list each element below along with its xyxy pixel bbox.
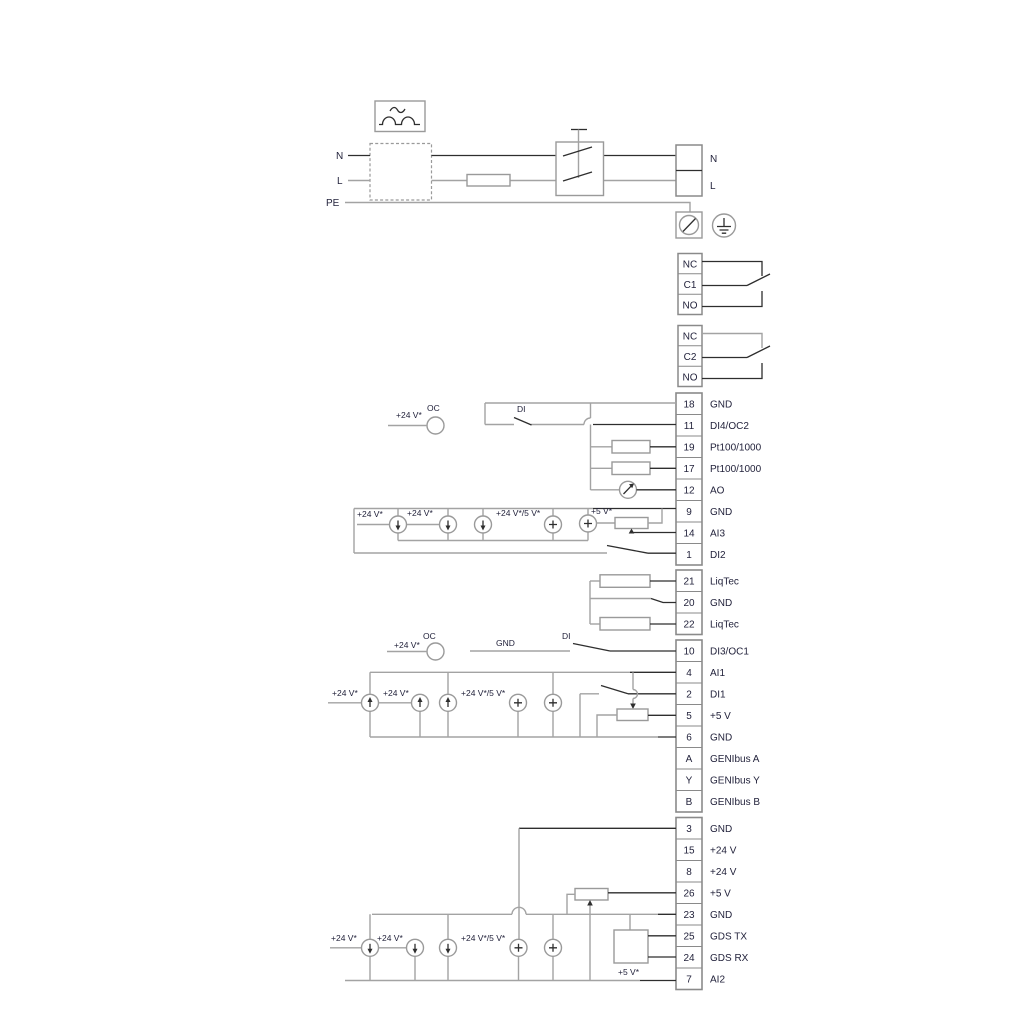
terminal-label-19: Pt100/1000	[710, 442, 762, 454]
terminal-num-11: 11	[683, 421, 695, 432]
terminal-row	[676, 861, 737, 883]
power-terminal-block	[676, 145, 717, 196]
fuse	[467, 175, 510, 187]
terminal-num-5: 5	[686, 711, 692, 722]
terminal-label-2: DI1	[710, 689, 726, 701]
current-source-down	[362, 914, 379, 980]
terminal-num-17: 17	[683, 464, 695, 475]
terminal-num-20: 20	[683, 598, 695, 609]
terminal-label-1: DI2	[710, 550, 726, 561]
v24-label: +24 V*	[331, 933, 357, 943]
current-source-up	[412, 694, 429, 737]
liqtec-sensor-21	[600, 575, 650, 588]
terminal-num-25: 25	[683, 931, 695, 943]
terminal-num-2: 2	[686, 689, 692, 701]
terminal-row	[676, 662, 725, 684]
terminal-num-12: 12	[683, 485, 695, 497]
current-source-down	[407, 939, 424, 980]
di4-switch-blade	[514, 418, 532, 426]
terminal-row	[676, 570, 739, 592]
terminal-num-18: 18	[683, 399, 695, 411]
ai2-gds-net	[330, 828, 676, 980]
terminal-num-b: B	[685, 797, 693, 808]
wiper-arrow-down	[630, 704, 636, 710]
terminal-num-3: 3	[686, 824, 692, 835]
terminal-label-3: GND	[710, 824, 733, 835]
main-switch	[556, 130, 604, 196]
terminal-row	[676, 748, 760, 770]
relay1-c1: C1	[683, 280, 697, 291]
pt100-resistor-17	[612, 462, 650, 475]
oc-circle	[427, 417, 444, 434]
terminal-row	[676, 613, 739, 635]
liqtec-sensor-22	[600, 618, 650, 631]
voltage-source-plus	[545, 672, 562, 737]
v24-5-label: +24 V*/5 V*	[461, 933, 506, 943]
terminal-label-11: DI4/OC2	[710, 421, 749, 432]
terminal-label-10: DI3/OC1	[710, 646, 749, 658]
terminal-num-23: 23	[683, 910, 695, 921]
relay1-nc: NC	[682, 259, 698, 271]
terminal-num-24: 24	[683, 953, 695, 964]
terminal-row	[676, 640, 749, 662]
terminal-row	[676, 818, 732, 840]
power-terminal-n: N	[710, 154, 718, 165]
terminal-row	[676, 415, 749, 437]
relay1-no: NO	[682, 300, 698, 312]
terminal-label-6: GND	[710, 732, 733, 744]
potentiometer-ai3	[615, 518, 648, 529]
ai3-di2-net	[354, 506, 676, 553]
v24-label: +24 V*	[357, 509, 383, 519]
terminal-num-22: 22	[683, 619, 695, 631]
terminal-num-21: 21	[683, 576, 695, 588]
terminal-label-4: AI1	[710, 668, 726, 679]
power-label-n: N	[336, 151, 344, 162]
oc-circle	[427, 643, 444, 660]
terminal-label-21: LiqTec	[710, 576, 739, 588]
terminal-num-4: 4	[686, 668, 692, 679]
di3-oc1-net	[387, 631, 676, 660]
current-source-up	[362, 672, 379, 737]
di4-oc2-net	[388, 403, 676, 498]
relay1-contact-blade	[747, 274, 770, 286]
terminal-label-23: GND	[710, 910, 733, 921]
terminal-label-12: AO	[710, 485, 725, 497]
pt100-resistor-19	[612, 441, 650, 454]
pe-terminal-symbol	[676, 212, 702, 238]
terminal-label-26: +5 V	[710, 888, 731, 900]
relay2-wires	[702, 358, 762, 379]
terminal-row	[676, 968, 725, 990]
oc-label: OC	[423, 631, 436, 641]
relay2-no: NO	[682, 372, 698, 384]
current-source-down	[440, 914, 457, 980]
gds-module	[614, 930, 648, 963]
v24-label: +24 V*	[332, 688, 358, 698]
terminal-row	[676, 501, 732, 523]
terminal-row	[676, 947, 749, 969]
terminal-label-22: LiqTec	[710, 619, 739, 631]
terminal-strip	[676, 393, 762, 990]
current-source-down	[440, 509, 457, 541]
terminal-row	[676, 839, 737, 861]
v24-label: +24 V*	[407, 508, 433, 518]
terminal-label-5: +5 V	[710, 711, 731, 722]
terminal-row	[676, 458, 762, 480]
terminal-num-8: 8	[686, 867, 692, 878]
potentiometer-ai2	[575, 889, 608, 901]
relay-1	[678, 254, 770, 315]
current-source-down	[390, 509, 407, 541]
current-source-down	[475, 509, 492, 541]
v24-label: +24 V*	[383, 688, 409, 698]
terminal-row	[676, 925, 747, 947]
v24-label: +24 V*	[396, 410, 422, 420]
terminal-label-8: +24 V	[710, 867, 737, 878]
v24-label: +24 V*	[394, 640, 420, 650]
power-label-l: L	[337, 176, 343, 187]
oc-label: OC	[427, 403, 440, 413]
terminal-num-14: 14	[683, 528, 695, 540]
terminal-label-genibus-y: GENIbus Y	[710, 775, 760, 787]
terminal-row	[676, 882, 731, 904]
terminal-num-1: 1	[686, 550, 692, 561]
terminal-num-9: 9	[686, 507, 692, 518]
gnd-label: GND	[496, 638, 515, 648]
voltage-source-plus	[510, 939, 527, 980]
v5-label: +5 V*	[618, 967, 640, 977]
relay1-wires	[702, 262, 762, 307]
earth-symbol	[713, 214, 736, 237]
terminal-row	[676, 544, 726, 566]
di2-switch-blade	[607, 546, 648, 554]
pe-wire	[345, 203, 690, 213]
terminal-num-7: 7	[686, 974, 692, 986]
terminal-row	[676, 705, 731, 727]
di1-switch-blade	[601, 686, 628, 694]
terminal-label-genibus-b: GENIbus B	[710, 797, 761, 808]
relay-2	[678, 326, 770, 387]
terminal-label-17: Pt100/1000	[710, 464, 762, 475]
converter-dashed-box	[370, 144, 432, 201]
terminal-row	[676, 479, 725, 501]
voltage-source-plus	[545, 914, 562, 980]
terminal-label-9: GND	[710, 507, 733, 518]
v24-5-label: +24 V*/5 V*	[496, 508, 541, 518]
power-label-pe: PE	[326, 198, 340, 209]
terminal-num-26: 26	[683, 888, 695, 900]
liqtec-net	[590, 575, 676, 630]
terminal-row	[676, 522, 725, 544]
ac-supply-symbol	[375, 101, 425, 132]
terminal-label-25: GDS TX	[710, 931, 748, 943]
power-section	[326, 101, 736, 238]
terminal-num-10: 10	[683, 646, 695, 658]
relay2-contact-blade	[747, 346, 770, 358]
di-label: DI	[562, 631, 571, 641]
di-label: DI	[517, 404, 526, 414]
wiper-arrow-up	[587, 900, 593, 906]
terminal-label-15: +24 V	[710, 845, 737, 857]
voltage-source-plus	[545, 509, 562, 541]
terminal-label-20: GND	[710, 598, 733, 609]
terminal-label-7: AI2	[710, 974, 726, 986]
di3-switch-blade	[573, 644, 610, 652]
terminal-row	[676, 393, 732, 415]
terminal-row	[676, 436, 762, 458]
terminal-row	[676, 592, 732, 614]
terminal-num-19: 19	[683, 442, 695, 454]
terminal-label-24: GDS RX	[710, 953, 749, 964]
terminal-row	[676, 769, 760, 791]
terminal-num-6: 6	[686, 732, 692, 744]
terminal-label-18: GND	[710, 399, 733, 411]
relay2-nc-wire	[702, 334, 762, 349]
voltage-source-plus	[510, 694, 527, 737]
current-source-up	[440, 672, 457, 737]
terminal-label-genibus-a: GENIbus A	[710, 754, 760, 765]
terminal-num-y: Y	[685, 775, 693, 787]
relay2-nc: NC	[682, 331, 698, 343]
terminal-num-15: 15	[683, 845, 695, 857]
v24-label: +24 V*	[377, 933, 403, 943]
power-terminal-l: L	[710, 181, 716, 192]
relay2-c2: C2	[683, 352, 697, 363]
potentiometer-ai1	[617, 709, 648, 721]
terminal-row	[676, 791, 760, 813]
ai1-di1-net	[328, 672, 676, 737]
v24-5-label: +24 V*/5 V*	[461, 688, 506, 698]
v5-label: +5 V*	[591, 506, 613, 516]
terminal-row	[676, 904, 732, 926]
terminal-row	[676, 683, 726, 705]
terminal-label-14: AI3	[710, 528, 726, 540]
terminal-row	[676, 726, 732, 748]
terminal-num-a: A	[685, 754, 693, 765]
